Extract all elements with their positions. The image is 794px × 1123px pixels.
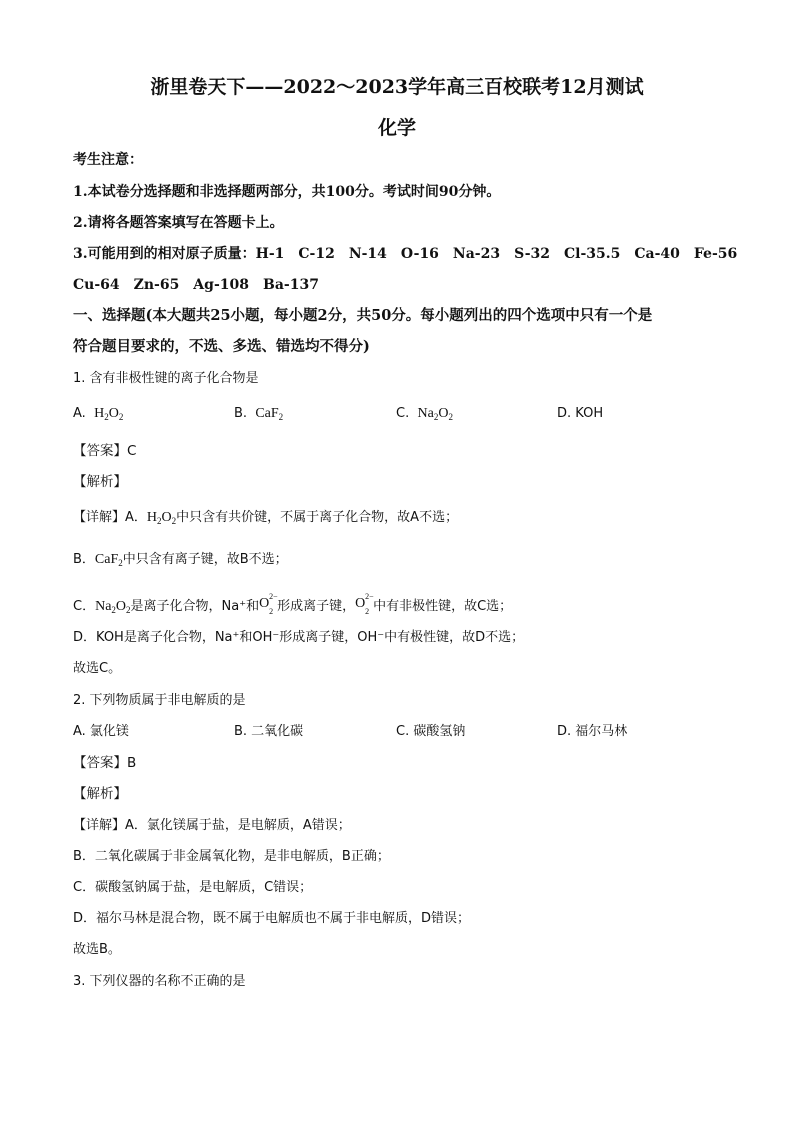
conclusion-line: 故选B。	[73, 942, 121, 957]
option-b: B. 二氧化碳	[234, 724, 304, 739]
question-stem: 1. 含有非极性键的离子化合物是	[73, 371, 259, 386]
answer-label: 【答案】	[73, 755, 127, 771]
peroxide-ion: O 2− 2	[355, 592, 374, 616]
formula-caf2: CaF$_2$	[94, 552, 123, 568]
answer-line	[73, 754, 136, 772]
detail-text: 形成离子键，	[277, 599, 356, 614]
notice-item: 1.本试卷分选择题和非选择题两部分，共100分。考试时间90分钟。	[73, 184, 501, 200]
analysis-label: 【解析】	[73, 786, 127, 802]
detail-line: C．碳酸氢钠属于盐，是电解质，C错误；	[73, 880, 313, 895]
detail-line	[73, 509, 458, 527]
detail-prefix: C．	[73, 599, 96, 614]
peroxide-ion: O 2− 2	[259, 592, 278, 616]
formula-na2o2: $Na_2O_2$	[95, 599, 131, 615]
option-label: B.	[234, 406, 248, 421]
option-c	[396, 405, 453, 423]
answer-value: B	[127, 755, 137, 771]
detail-text: 中只含有离子键，故B不选；	[122, 552, 288, 567]
detail-prefix: B．	[73, 552, 95, 567]
detail-label: 【详解】	[73, 510, 126, 525]
detail-prefix: A．	[125, 510, 147, 525]
formula-h2o2: $H_2O_2$	[94, 406, 124, 422]
detail-text: 中有非极性键，故C选；	[373, 599, 513, 614]
answer-label: 【答案】	[73, 443, 127, 459]
subject-title: 化学	[377, 117, 416, 139]
answer-line	[73, 442, 136, 460]
notice-item: Cu-64 Zn-65 Ag-108 Ba-137	[73, 277, 319, 293]
detail-text: 中只含有共价键，不属于离子化合物，故A不选；	[176, 510, 459, 525]
notice-heading: 考生注意：	[73, 152, 143, 168]
notice-item: 2.请将各题答案填写在答题卡上。	[73, 215, 284, 231]
detail-label: 【详解】	[73, 818, 126, 833]
option-d: D. 福尔马林	[557, 724, 628, 739]
exam-title: 浙里卷天下——2022～2023学年高三百校联考12月测试	[150, 76, 644, 98]
answer-value: C	[127, 443, 137, 459]
formula-caf2: CaF$_2$	[255, 406, 284, 422]
formula-na2o2: $Na_2O_2$	[417, 406, 453, 422]
detail-text: 是离子化合物，Na⁺和	[130, 599, 260, 614]
option-c: C. 碳酸氢钠	[396, 724, 466, 739]
option-label: A.	[73, 406, 86, 421]
detail-line: D．福尔马林是混合物，既不属于电解质也不属于非电解质，D错误；	[73, 911, 471, 926]
section-heading-cont: 符合题目要求的，不选、多选、错选均不得分)	[73, 338, 370, 355]
section-heading: 一、选择题(本大题共25小题，每小题2分，共50分。每小题列出的四个选项中只有一个是	[73, 307, 653, 324]
detail-line	[73, 594, 512, 616]
detail-line: B．二氧化碳属于非金属氧化物，是非电解质，B正确；	[73, 849, 390, 864]
conclusion-line: 故选C。	[73, 661, 122, 676]
option-a	[73, 405, 123, 423]
option-d: D. KOH	[557, 406, 604, 421]
detail-line	[73, 817, 351, 835]
detail-line: D．KOH是离子化合物，Na⁺和OH⁻形成离子键，OH⁻中有极性键，故D不选；	[73, 630, 525, 645]
question-stem: 2. 下列物质属于非电解质的是	[73, 693, 246, 708]
question-stem: 3. 下列仪器的名称不正确的是	[73, 974, 246, 989]
option-b	[234, 405, 283, 423]
formula-h2o2: $H_2O_2$	[146, 510, 177, 526]
detail-text: A．氯化镁属于盐，是电解质，A错误；	[125, 818, 351, 833]
notice-item: 3.可能用到的相对原子质量：H-1 C-12 N-14 O-16 Na-23 S-32 Cl-35.5 Ca-40 Fe-56	[73, 246, 738, 262]
analysis-label: 【解析】	[73, 474, 127, 490]
option-label: C.	[396, 406, 410, 421]
detail-line	[73, 551, 288, 569]
option-a: A. 氯化镁	[73, 724, 129, 739]
